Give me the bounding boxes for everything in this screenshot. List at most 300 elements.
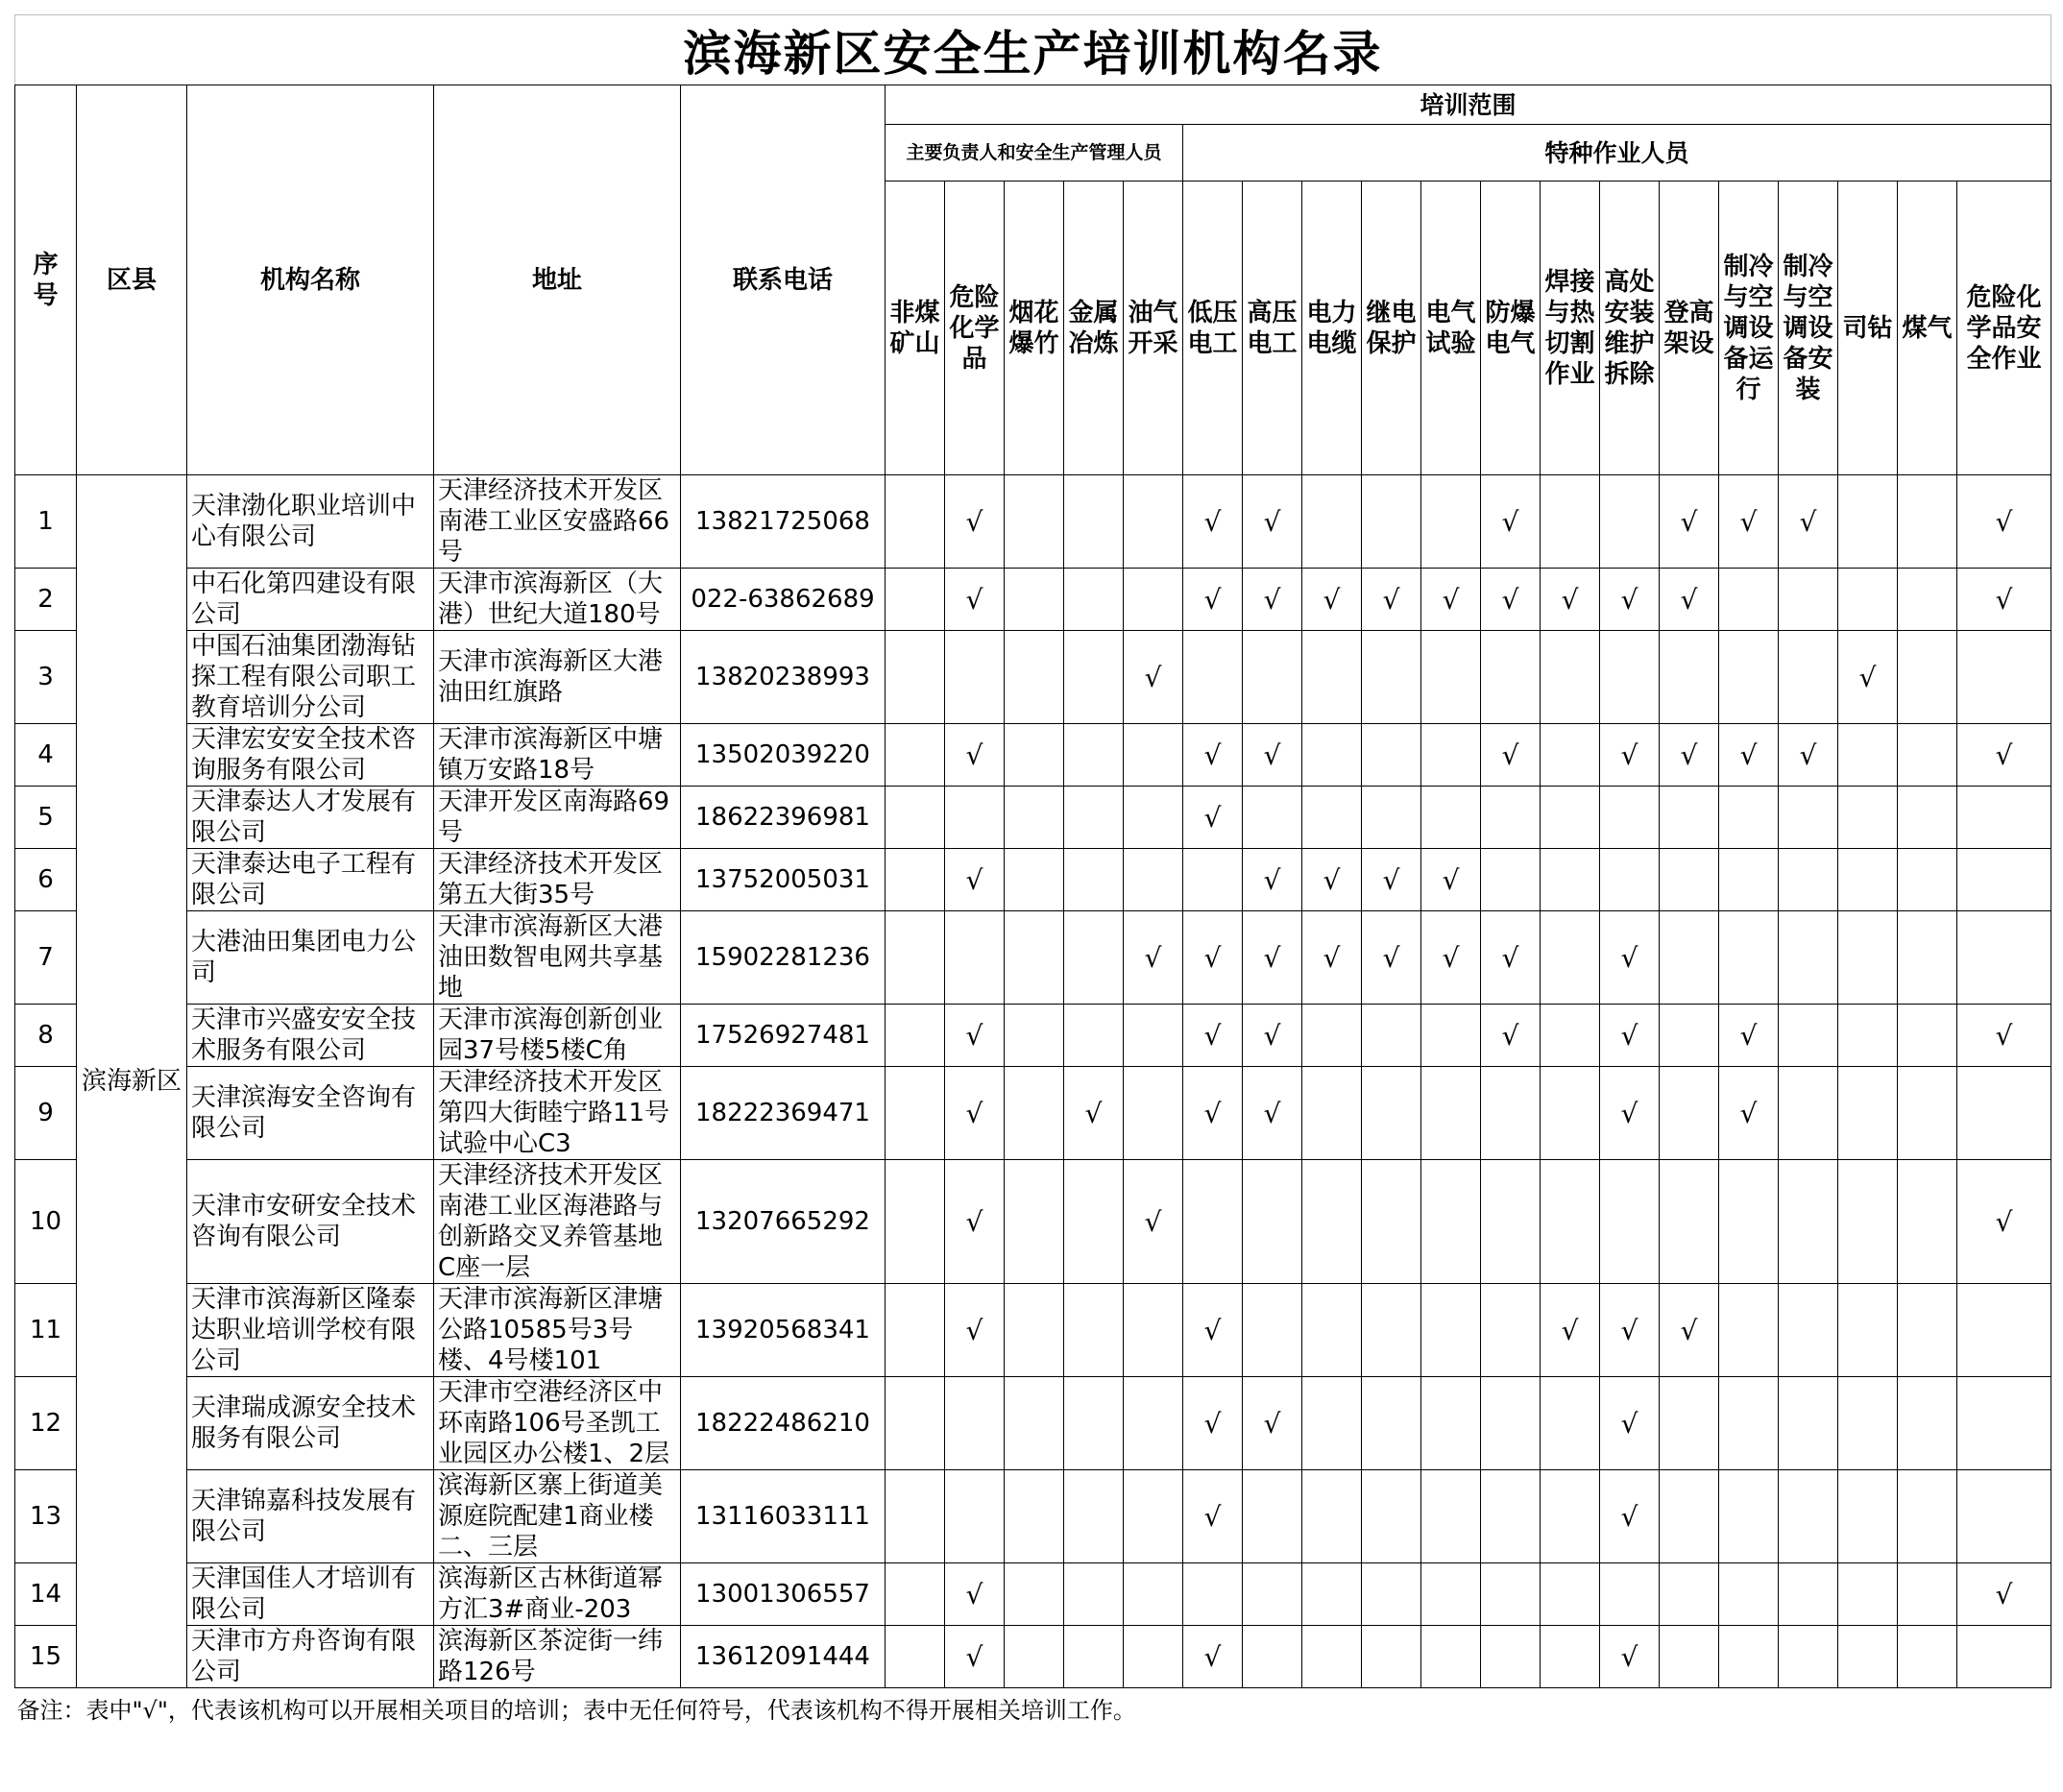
empty-cell bbox=[1481, 631, 1541, 724]
header-row-1 bbox=[15, 85, 2051, 125]
empty-cell bbox=[1779, 1626, 1838, 1688]
empty-cell bbox=[1779, 787, 1838, 849]
empty-cell bbox=[1957, 1470, 2051, 1563]
org-phone: 13612091444 bbox=[681, 1626, 886, 1688]
empty-cell bbox=[1957, 1284, 2051, 1377]
empty-cell bbox=[1243, 1160, 1302, 1284]
empty-cell bbox=[1898, 1067, 1957, 1160]
empty-cell bbox=[1898, 1626, 1957, 1688]
check-mark: √ bbox=[1600, 724, 1660, 787]
org-address: 天津市滨海新区中塘镇万安路18号 bbox=[434, 724, 681, 787]
empty-cell bbox=[1005, 849, 1064, 911]
org-name: 天津宏安安全技术咨询服务有限公司 bbox=[187, 724, 434, 787]
header-group-special: 特种作业人员 bbox=[1183, 125, 2051, 182]
empty-cell bbox=[1124, 787, 1183, 849]
check-mark: √ bbox=[1183, 1067, 1243, 1160]
empty-cell bbox=[1779, 1563, 1838, 1626]
empty-cell bbox=[1838, 1626, 1898, 1688]
empty-cell bbox=[1064, 1160, 1124, 1284]
empty-cell bbox=[1541, 724, 1600, 787]
empty-cell bbox=[1541, 1470, 1600, 1563]
empty-cell bbox=[1362, 1626, 1421, 1688]
empty-cell bbox=[1421, 1470, 1481, 1563]
row-seq: 11 bbox=[15, 1284, 77, 1377]
empty-cell bbox=[1779, 1067, 1838, 1160]
sheet bbox=[14, 14, 2051, 1727]
empty-cell bbox=[1302, 631, 1362, 724]
header-col: 高处安装维护拆除 bbox=[1600, 182, 1660, 475]
empty-cell bbox=[1898, 787, 1957, 849]
check-mark: √ bbox=[1421, 849, 1481, 911]
empty-cell bbox=[1302, 1470, 1362, 1563]
check-mark: √ bbox=[1183, 569, 1243, 631]
empty-cell bbox=[1005, 569, 1064, 631]
row-seq: 2 bbox=[15, 569, 77, 631]
header-county: 区县 bbox=[77, 85, 187, 475]
table-row bbox=[15, 849, 2051, 911]
table-row bbox=[15, 1005, 2051, 1067]
row-seq: 8 bbox=[15, 1005, 77, 1067]
empty-cell bbox=[1541, 1067, 1600, 1160]
check-mark: √ bbox=[1183, 787, 1243, 849]
row-seq: 13 bbox=[15, 1470, 77, 1563]
empty-cell bbox=[1481, 1626, 1541, 1688]
check-mark: √ bbox=[1481, 911, 1541, 1005]
table-row bbox=[15, 569, 2051, 631]
empty-cell bbox=[1779, 1377, 1838, 1470]
empty-cell bbox=[1719, 1377, 1779, 1470]
check-mark: √ bbox=[1600, 1005, 1660, 1067]
header-col: 油气开采 bbox=[1124, 182, 1183, 475]
org-phone: 13001306557 bbox=[681, 1563, 886, 1626]
org-address: 天津市滨海新区大港油田数智电网共享基地 bbox=[434, 911, 681, 1005]
org-phone: 17526927481 bbox=[681, 1005, 886, 1067]
empty-cell bbox=[1005, 1284, 1064, 1377]
empty-cell bbox=[1124, 1284, 1183, 1377]
empty-cell bbox=[1124, 1005, 1183, 1067]
row-seq: 10 bbox=[15, 1160, 77, 1284]
org-phone: 18222486210 bbox=[681, 1377, 886, 1470]
empty-cell bbox=[1302, 475, 1362, 569]
table-row bbox=[15, 1067, 2051, 1160]
empty-cell bbox=[1302, 1005, 1362, 1067]
check-mark: √ bbox=[1719, 475, 1779, 569]
empty-cell bbox=[1302, 1160, 1362, 1284]
empty-cell bbox=[886, 1284, 945, 1377]
empty-cell bbox=[1064, 1626, 1124, 1688]
empty-cell bbox=[1660, 911, 1719, 1005]
empty-cell bbox=[1898, 724, 1957, 787]
org-name: 天津市方舟咨询有限公司 bbox=[187, 1626, 434, 1688]
empty-cell bbox=[1898, 1005, 1957, 1067]
empty-cell bbox=[1421, 787, 1481, 849]
check-mark: √ bbox=[1600, 569, 1660, 631]
empty-cell bbox=[1124, 1626, 1183, 1688]
empty-cell bbox=[1421, 1626, 1481, 1688]
empty-cell bbox=[1064, 1377, 1124, 1470]
empty-cell bbox=[1600, 1563, 1660, 1626]
empty-cell bbox=[1541, 631, 1600, 724]
empty-cell bbox=[1838, 1470, 1898, 1563]
empty-cell bbox=[1481, 1377, 1541, 1470]
empty-cell bbox=[1005, 1470, 1064, 1563]
empty-cell bbox=[1064, 787, 1124, 849]
empty-cell bbox=[1243, 631, 1302, 724]
empty-cell bbox=[1719, 911, 1779, 1005]
org-name: 天津泰达人才发展有限公司 bbox=[187, 787, 434, 849]
org-name: 天津市安研安全技术咨询有限公司 bbox=[187, 1160, 434, 1284]
empty-cell bbox=[945, 631, 1005, 724]
empty-cell bbox=[1719, 787, 1779, 849]
empty-cell bbox=[1005, 1160, 1064, 1284]
check-mark: √ bbox=[1600, 911, 1660, 1005]
empty-cell bbox=[1719, 1626, 1779, 1688]
header-col: 制冷与空调设备安装 bbox=[1779, 182, 1838, 475]
check-mark: √ bbox=[1600, 1470, 1660, 1563]
empty-cell bbox=[1124, 569, 1183, 631]
empty-cell bbox=[1957, 1067, 2051, 1160]
table-row bbox=[15, 724, 2051, 787]
empty-cell bbox=[1302, 724, 1362, 787]
check-mark: √ bbox=[1243, 1377, 1302, 1470]
empty-cell bbox=[1302, 1284, 1362, 1377]
empty-cell bbox=[1779, 1284, 1838, 1377]
org-address: 天津市滨海新区大港油田红旗路 bbox=[434, 631, 681, 724]
empty-cell bbox=[1957, 1626, 2051, 1688]
header-col: 低压电工 bbox=[1183, 182, 1243, 475]
check-mark: √ bbox=[1243, 849, 1302, 911]
empty-cell bbox=[1838, 1377, 1898, 1470]
check-mark: √ bbox=[1243, 724, 1302, 787]
check-mark: √ bbox=[1302, 911, 1362, 1005]
org-phone: 15902281236 bbox=[681, 911, 886, 1005]
header-col: 煤气 bbox=[1898, 182, 1957, 475]
empty-cell bbox=[1005, 1377, 1064, 1470]
empty-cell bbox=[1779, 1160, 1838, 1284]
table-row bbox=[15, 1377, 2051, 1470]
empty-cell bbox=[1779, 569, 1838, 631]
check-mark: √ bbox=[945, 1284, 1005, 1377]
org-phone: 13820238993 bbox=[681, 631, 886, 724]
check-mark: √ bbox=[1362, 569, 1421, 631]
empty-cell bbox=[1660, 1160, 1719, 1284]
check-mark: √ bbox=[945, 849, 1005, 911]
org-name: 天津滨海安全咨询有限公司 bbox=[187, 1067, 434, 1160]
header-col: 高压电工 bbox=[1243, 182, 1302, 475]
empty-cell bbox=[1600, 475, 1660, 569]
empty-cell bbox=[1302, 1563, 1362, 1626]
empty-cell bbox=[1600, 1160, 1660, 1284]
header-name: 机构名称 bbox=[187, 85, 434, 475]
empty-cell bbox=[1362, 631, 1421, 724]
empty-cell bbox=[1481, 1160, 1541, 1284]
row-seq: 12 bbox=[15, 1377, 77, 1470]
check-mark: √ bbox=[1660, 724, 1719, 787]
row-seq: 15 bbox=[15, 1626, 77, 1688]
empty-cell bbox=[1957, 1377, 2051, 1470]
check-mark: √ bbox=[1719, 1067, 1779, 1160]
check-mark: √ bbox=[1719, 724, 1779, 787]
empty-cell bbox=[1898, 1470, 1957, 1563]
empty-cell bbox=[886, 1470, 945, 1563]
empty-cell bbox=[1541, 911, 1600, 1005]
empty-cell bbox=[1005, 911, 1064, 1005]
row-seq: 4 bbox=[15, 724, 77, 787]
org-address: 天津市滨海新区（大港）世纪大道180号 bbox=[434, 569, 681, 631]
empty-cell bbox=[1362, 1377, 1421, 1470]
header-col: 金属冶炼 bbox=[1064, 182, 1124, 475]
check-mark: √ bbox=[1243, 1067, 1302, 1160]
empty-cell bbox=[1779, 1005, 1838, 1067]
empty-cell bbox=[1541, 475, 1600, 569]
empty-cell bbox=[1957, 911, 2051, 1005]
check-mark: √ bbox=[1481, 569, 1541, 631]
empty-cell bbox=[1838, 787, 1898, 849]
empty-cell bbox=[1838, 1284, 1898, 1377]
empty-cell bbox=[1779, 849, 1838, 911]
empty-cell bbox=[1541, 787, 1600, 849]
check-mark: √ bbox=[1838, 631, 1898, 724]
empty-cell bbox=[945, 787, 1005, 849]
check-mark: √ bbox=[1302, 569, 1362, 631]
header-col: 焊接与热切割作业 bbox=[1541, 182, 1600, 475]
header-scope: 培训范围 bbox=[886, 85, 2051, 125]
row-seq: 7 bbox=[15, 911, 77, 1005]
empty-cell bbox=[1421, 1067, 1481, 1160]
empty-cell bbox=[1183, 1160, 1243, 1284]
empty-cell bbox=[1898, 475, 1957, 569]
table-row bbox=[15, 1470, 2051, 1563]
empty-cell bbox=[886, 911, 945, 1005]
table-row bbox=[15, 787, 2051, 849]
header-col: 烟花爆竹 bbox=[1005, 182, 1064, 475]
empty-cell bbox=[1362, 724, 1421, 787]
empty-cell bbox=[1302, 1377, 1362, 1470]
check-mark: √ bbox=[1600, 1284, 1660, 1377]
table-row bbox=[15, 475, 2051, 569]
empty-cell bbox=[1957, 631, 2051, 724]
org-phone: 18622396981 bbox=[681, 787, 886, 849]
org-phone: 13920568341 bbox=[681, 1284, 886, 1377]
empty-cell bbox=[1541, 1626, 1600, 1688]
empty-cell bbox=[1481, 1563, 1541, 1626]
header-col: 司钻 bbox=[1838, 182, 1898, 475]
org-address: 天津经济技术开发区南港工业区海港路与创新路交叉养管基地C座一层 bbox=[434, 1160, 681, 1284]
empty-cell bbox=[1243, 1563, 1302, 1626]
org-address: 天津市空港经济区中环南路106号圣凯工业园区办公楼1、2层 bbox=[434, 1377, 681, 1470]
empty-cell bbox=[1183, 631, 1243, 724]
empty-cell bbox=[1005, 787, 1064, 849]
row-seq: 14 bbox=[15, 1563, 77, 1626]
empty-cell bbox=[945, 1470, 1005, 1563]
empty-cell bbox=[1957, 849, 2051, 911]
empty-cell bbox=[1660, 1067, 1719, 1160]
empty-cell bbox=[1541, 1563, 1600, 1626]
empty-cell bbox=[1719, 1160, 1779, 1284]
org-name: 大港油田集团电力公司 bbox=[187, 911, 434, 1005]
check-mark: √ bbox=[1541, 1284, 1600, 1377]
empty-cell bbox=[1541, 1377, 1600, 1470]
title-row bbox=[15, 15, 2051, 85]
empty-cell bbox=[1421, 724, 1481, 787]
empty-cell bbox=[1898, 1160, 1957, 1284]
empty-cell bbox=[1124, 1377, 1183, 1470]
table-row bbox=[15, 1626, 2051, 1688]
check-mark: √ bbox=[945, 724, 1005, 787]
empty-cell bbox=[1719, 849, 1779, 911]
empty-cell bbox=[1898, 569, 1957, 631]
empty-cell bbox=[1481, 1470, 1541, 1563]
empty-cell bbox=[1183, 849, 1243, 911]
check-mark: √ bbox=[1600, 1377, 1660, 1470]
check-mark: √ bbox=[1302, 849, 1362, 911]
empty-cell bbox=[1600, 787, 1660, 849]
org-address: 滨海新区古林街道幂方汇3#商业-203 bbox=[434, 1563, 681, 1626]
empty-cell bbox=[886, 1626, 945, 1688]
empty-cell bbox=[1064, 1005, 1124, 1067]
empty-cell bbox=[1005, 1626, 1064, 1688]
empty-cell bbox=[1838, 1563, 1898, 1626]
org-address: 天津经济技术开发区第四大街睦宁路11号试验中心C3 bbox=[434, 1067, 681, 1160]
county-cell: 滨海新区 bbox=[77, 475, 187, 1688]
org-name: 天津国佳人才培训有限公司 bbox=[187, 1563, 434, 1626]
empty-cell bbox=[1838, 1160, 1898, 1284]
check-mark: √ bbox=[945, 1005, 1005, 1067]
org-phone: 13821725068 bbox=[681, 475, 886, 569]
check-mark: √ bbox=[1481, 724, 1541, 787]
org-address: 天津经济技术开发区南港工业区安盛路66号 bbox=[434, 475, 681, 569]
org-name: 天津渤化职业培训中心有限公司 bbox=[187, 475, 434, 569]
check-mark: √ bbox=[1600, 1626, 1660, 1688]
header-col: 非煤矿山 bbox=[886, 182, 945, 475]
empty-cell bbox=[1421, 631, 1481, 724]
empty-cell bbox=[1838, 849, 1898, 911]
check-mark: √ bbox=[1183, 1005, 1243, 1067]
check-mark: √ bbox=[1124, 631, 1183, 724]
header-col: 危险化学品安全作业 bbox=[1957, 182, 2051, 475]
empty-cell bbox=[1064, 475, 1124, 569]
empty-cell bbox=[1660, 849, 1719, 911]
empty-cell bbox=[1660, 787, 1719, 849]
org-address: 天津市滨海新区津塘公路10585号3号楼、4号楼101 bbox=[434, 1284, 681, 1377]
table-row bbox=[15, 1563, 2051, 1626]
empty-cell bbox=[1243, 1470, 1302, 1563]
empty-cell bbox=[1719, 631, 1779, 724]
empty-cell bbox=[1302, 1626, 1362, 1688]
empty-cell bbox=[1898, 1284, 1957, 1377]
empty-cell bbox=[1898, 1377, 1957, 1470]
header-group-main: 主要负责人和安全生产管理人员 bbox=[886, 125, 1183, 182]
header-col: 危险化学品 bbox=[945, 182, 1005, 475]
org-name: 天津瑞成源安全技术服务有限公司 bbox=[187, 1377, 434, 1470]
empty-cell bbox=[1421, 1160, 1481, 1284]
header-phone: 联系电话 bbox=[681, 85, 886, 475]
empty-cell bbox=[1005, 1005, 1064, 1067]
org-name: 中国石油集团渤海钻探工程有限公司职工教育培训分公司 bbox=[187, 631, 434, 724]
empty-cell bbox=[1362, 1067, 1421, 1160]
org-phone: 13502039220 bbox=[681, 724, 886, 787]
empty-cell bbox=[1064, 849, 1124, 911]
org-name: 天津锦嘉科技发展有限公司 bbox=[187, 1470, 434, 1563]
empty-cell bbox=[1898, 911, 1957, 1005]
empty-cell bbox=[1362, 1470, 1421, 1563]
row-seq: 5 bbox=[15, 787, 77, 849]
empty-cell bbox=[886, 849, 945, 911]
check-mark: √ bbox=[1957, 569, 2051, 631]
directory-table bbox=[14, 14, 2051, 1727]
footnote: 备注：表中"√"，代表该机构可以开展相关项目的培训；表中无任何符号，代表该机构不得开展相关培训工作。 bbox=[16, 1696, 1136, 1724]
check-mark: √ bbox=[945, 1067, 1005, 1160]
empty-cell bbox=[1243, 787, 1302, 849]
empty-cell bbox=[1421, 1563, 1481, 1626]
check-mark: √ bbox=[1362, 911, 1421, 1005]
empty-cell bbox=[1838, 724, 1898, 787]
check-mark: √ bbox=[945, 569, 1005, 631]
empty-cell bbox=[1660, 1626, 1719, 1688]
empty-cell bbox=[1898, 1563, 1957, 1626]
check-mark: √ bbox=[1183, 475, 1243, 569]
empty-cell bbox=[1838, 911, 1898, 1005]
header-address: 地址 bbox=[434, 85, 681, 475]
header-col: 电力电缆 bbox=[1302, 182, 1362, 475]
empty-cell bbox=[1660, 1377, 1719, 1470]
empty-cell bbox=[1183, 1563, 1243, 1626]
header-seq: 序号 bbox=[15, 85, 77, 475]
check-mark: √ bbox=[1957, 1563, 2051, 1626]
empty-cell bbox=[1362, 1005, 1421, 1067]
check-mark: √ bbox=[1541, 569, 1600, 631]
check-mark: √ bbox=[945, 475, 1005, 569]
empty-cell bbox=[1302, 787, 1362, 849]
check-mark: √ bbox=[1183, 1377, 1243, 1470]
check-mark: √ bbox=[1064, 1067, 1124, 1160]
check-mark: √ bbox=[1957, 1160, 2051, 1284]
empty-cell bbox=[1005, 631, 1064, 724]
table-row bbox=[15, 1160, 2051, 1284]
org-phone: 13207665292 bbox=[681, 1160, 886, 1284]
empty-cell bbox=[1660, 1470, 1719, 1563]
check-mark: √ bbox=[1124, 911, 1183, 1005]
empty-cell bbox=[1064, 631, 1124, 724]
check-mark: √ bbox=[1362, 849, 1421, 911]
check-mark: √ bbox=[1124, 1160, 1183, 1284]
empty-cell bbox=[1362, 787, 1421, 849]
empty-cell bbox=[1481, 787, 1541, 849]
empty-cell bbox=[1898, 849, 1957, 911]
empty-cell bbox=[1064, 724, 1124, 787]
org-name: 天津市兴盛安安全技术服务有限公司 bbox=[187, 1005, 434, 1067]
header-col: 电气试验 bbox=[1421, 182, 1481, 475]
check-mark: √ bbox=[1660, 569, 1719, 631]
empty-cell bbox=[1124, 475, 1183, 569]
note-row bbox=[15, 1688, 2051, 1728]
empty-cell bbox=[1064, 1470, 1124, 1563]
empty-cell bbox=[1005, 475, 1064, 569]
check-mark: √ bbox=[1183, 911, 1243, 1005]
table-row bbox=[15, 631, 2051, 724]
empty-cell bbox=[1719, 1470, 1779, 1563]
empty-cell bbox=[1064, 911, 1124, 1005]
empty-cell bbox=[1541, 849, 1600, 911]
empty-cell bbox=[886, 724, 945, 787]
empty-cell bbox=[1838, 1005, 1898, 1067]
empty-cell bbox=[1600, 849, 1660, 911]
empty-cell bbox=[886, 631, 945, 724]
org-phone: 18222369471 bbox=[681, 1067, 886, 1160]
check-mark: √ bbox=[1957, 475, 2051, 569]
org-name: 天津泰达电子工程有限公司 bbox=[187, 849, 434, 911]
check-mark: √ bbox=[945, 1160, 1005, 1284]
